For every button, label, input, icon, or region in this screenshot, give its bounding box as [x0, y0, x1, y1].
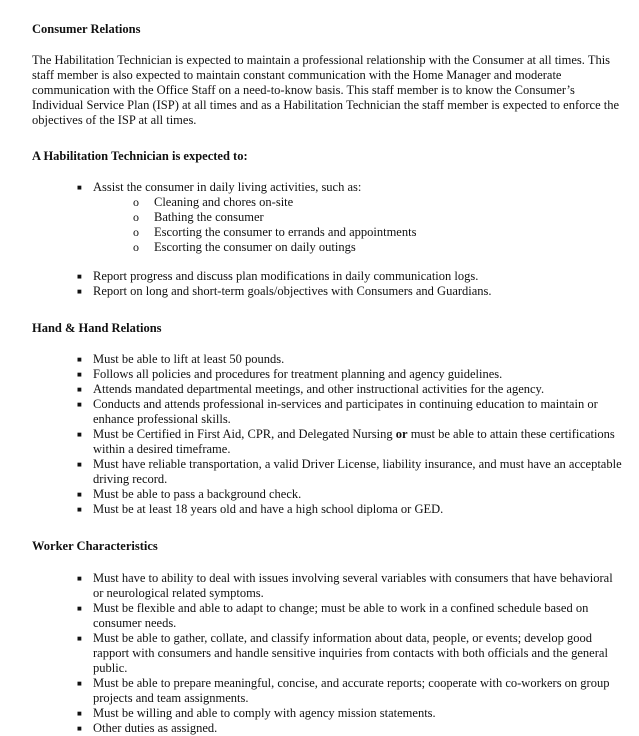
- sub-list-item-text: Escorting the consumer on daily outings: [154, 240, 356, 254]
- list-item-text: Report on long and short-term goals/objectives with Consumers and Guardians.: [93, 284, 492, 298]
- sub-list: [93, 195, 622, 255]
- sub-list-item: [93, 225, 622, 240]
- consumer-relations-paragraph: The Habilitation Technician is expected to maintain a professional relationship with the Consumer at all times. This staff member is also expected to maintain constant communication with the Home Manager and moderate communication with the Office Staff on a need-to-know basis. This staff member is to know the Consumer’s Individual Service Plan (ISP) at all times and as a Habilitation Technician the staff member is expected to enforce the objectives of the ISP at all times.: [32, 53, 620, 127]
- consumer-relations-heading: Consumer Relations: [32, 22, 141, 36]
- sub-list-item: [93, 210, 622, 225]
- list-item-text: Assist the consumer in daily living activities, such as:: [93, 180, 362, 194]
- square-bullet-icon: ■: [77, 370, 82, 379]
- square-bullet-icon: ■: [77, 505, 82, 514]
- square-bullet-icon: ■: [77, 400, 82, 409]
- sub-list-item: [93, 240, 622, 255]
- list-item: [32, 284, 622, 299]
- square-bullet-icon: ■: [77, 574, 82, 583]
- consumer-relations-section: [32, 22, 622, 128]
- square-bullet-icon: ■: [77, 679, 82, 688]
- square-bullet-icon: ■: [77, 634, 82, 643]
- circle-bullet-icon: o: [133, 210, 139, 224]
- square-bullet-icon: ■: [77, 385, 82, 394]
- square-bullet-icon: ■: [77, 724, 82, 733]
- expected-heading: A Habilitation Technician is expected to:: [32, 149, 248, 163]
- list-item-text: Must have to ability to deal with issues involving several variables with consumers that have behavioral or neurological related symptoms.: [93, 571, 613, 600]
- worker-characteristics-section: [32, 539, 622, 736]
- circle-bullet-icon: o: [133, 195, 139, 209]
- list-item-text: Must be able to pass a background check.: [93, 487, 302, 501]
- list-item: [32, 180, 622, 269]
- list-item-text: Attends mandated departmental meetings, and other instructional activities for the agency.: [93, 382, 545, 396]
- list-item: [32, 676, 622, 706]
- list-item: [32, 457, 622, 487]
- hand-relations-heading: Hand & Hand Relations: [32, 321, 162, 335]
- expected-list: [32, 180, 622, 299]
- list-item-text: Must be flexible and able to adapt to change; must be able to work in a confined schedule based on consumer needs.: [93, 601, 589, 630]
- square-bullet-icon: ■: [77, 287, 82, 296]
- document-page: [32, 22, 622, 736]
- hand-relations-list: [32, 352, 622, 517]
- cert-text-bold: or: [395, 427, 408, 441]
- hand-relations-section: [32, 321, 622, 517]
- expected-section: [32, 149, 622, 299]
- sub-list-item-text: Escorting the consumer to errands and appointments: [154, 225, 417, 239]
- worker-characteristics-heading: Worker Characteristics: [32, 539, 158, 553]
- circle-bullet-icon: o: [133, 225, 139, 239]
- list-item-text: Must be willing and able to comply with agency mission statements.: [93, 706, 436, 720]
- list-item-text: Must be able to prepare meaningful, concise, and accurate reports; cooperate with co-workers on group projects and team assignments.: [93, 676, 610, 705]
- list-item: [32, 571, 622, 601]
- list-item: [32, 706, 622, 721]
- square-bullet-icon: ■: [77, 460, 82, 469]
- worker-characteristics-list: [32, 571, 622, 736]
- list-item: [32, 631, 622, 676]
- list-item: [32, 601, 622, 631]
- list-item-text: Must have reliable transportation, a valid Driver License, liability insurance, and must have an acceptable driving record.: [93, 457, 622, 486]
- list-item: [32, 367, 622, 382]
- list-item-text: Conducts and attends professional in-services and participates in continuing education to maintain or enhance professional skills.: [93, 397, 598, 426]
- square-bullet-icon: ■: [77, 490, 82, 499]
- list-item-text: Must be able to gather, collate, and classify information about data, people, or events; develop good rapport with consumers and handle sensitive inquiries from contacts with both officials and the general public.: [93, 631, 608, 675]
- list-item: [32, 721, 622, 736]
- list-item-text: Must be able to lift at least 50 pounds.: [93, 352, 285, 366]
- list-item: [32, 427, 622, 457]
- list-item-text: Follows all policies and procedures for treatment planning and agency guidelines.: [93, 367, 503, 381]
- square-bullet-icon: ■: [77, 430, 82, 439]
- list-item: [32, 269, 622, 284]
- list-item: [32, 487, 622, 502]
- sub-list-item-text: Cleaning and chores on-site: [154, 195, 294, 209]
- list-item: [32, 397, 622, 427]
- sub-list-item-text: Bathing the consumer: [154, 210, 264, 224]
- list-item-text: Other duties as assigned.: [93, 721, 218, 735]
- square-bullet-icon: ■: [77, 183, 82, 192]
- square-bullet-icon: ■: [77, 272, 82, 281]
- list-item: [32, 502, 622, 517]
- list-item: [32, 352, 622, 367]
- list-item: [32, 382, 622, 397]
- circle-bullet-icon: o: [133, 240, 139, 254]
- list-item-text: Must be at least 18 years old and have a high school diploma or GED.: [93, 502, 444, 516]
- square-bullet-icon: ■: [77, 355, 82, 364]
- cert-text-before: Must be Certified in First Aid, CPR, and Delegated Nursing: [93, 427, 396, 441]
- square-bullet-icon: ■: [77, 709, 82, 718]
- list-item-text: Report progress and discuss plan modifications in daily communication logs.: [93, 269, 479, 283]
- square-bullet-icon: ■: [77, 604, 82, 613]
- sub-list-item: [93, 195, 622, 210]
- cert-text-after: must be able to attain these certifications within a desired timeframe.: [93, 427, 615, 456]
